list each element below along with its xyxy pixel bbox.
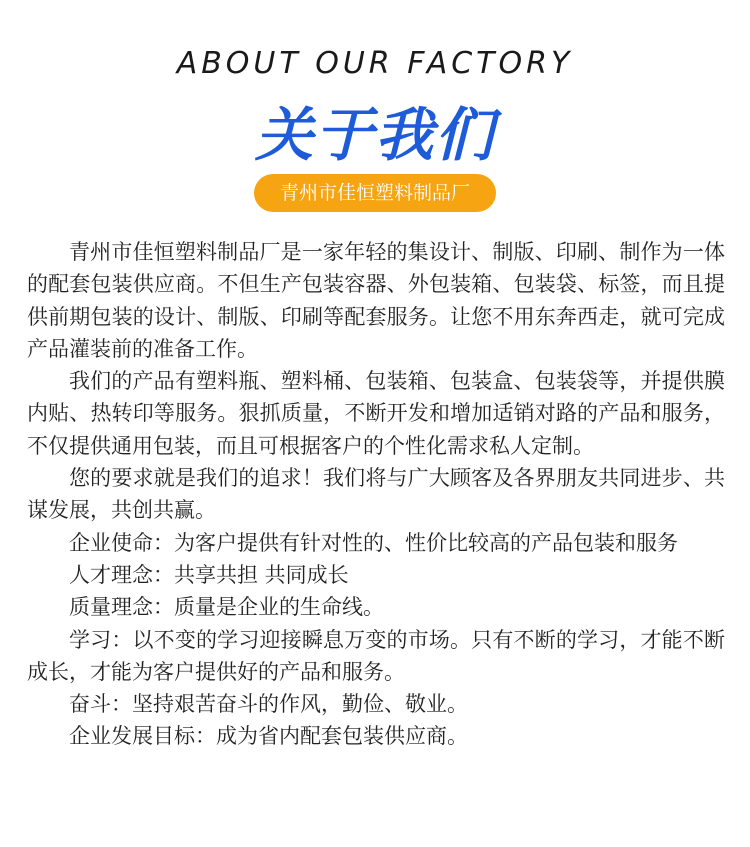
paragraph-goal: 企业发展目标：成为省内配套包装供应商。 — [69, 724, 468, 749]
paragraph-intro: 青州市佳恒塑料制品厂是一家年轻的集设计、制版、印刷、制作为一体的配套包装供应商。不但生产包装容器、外包装箱、包装袋、标签，而且提供前期包装的设计、制版、印刷等配套服务。让您不用东奔西走，就可完成产品灌装前的准备工作。 — [27, 240, 725, 361]
paragraph-products: 我们的产品有塑料瓶、塑料桶、包装箱、包装盒、包装袋等，并提供膜内贴、热转印等服务。狠抓质量，不断开发和增加适销对路的产品和服务，不仅提供通用包装，而且可根据客户的个性化需求私人定制。 — [27, 369, 725, 458]
paragraph-pursuit: 您的要求就是我们的追求！我们将与广大顾客及各界朋友共同进步、共谋发展，共创共赢。 — [27, 466, 725, 523]
paragraph-learning: 学习：以不变的学习迎接瞬息万变的市场。只有不断的学习，才能不断成长，才能为客户提供好的产品和服务。 — [27, 627, 725, 684]
paragraph-talent: 人才理念：共享共担 共同成长 — [69, 562, 349, 587]
about-body — [27, 236, 725, 753]
paragraph-quality: 质量理念：质量是企业的生命线。 — [69, 595, 384, 620]
paragraph-mission: 企业使命：为客户提供有针对性的、性价比较高的产品包装和服务 — [69, 530, 678, 555]
paragraph-striving: 奋斗：坚持艰苦奋斗的作风，勤俭、敬业。 — [69, 692, 468, 717]
chinese-title: 关于我们 — [254, 101, 495, 169]
company-name-badge: 青州市佳恒塑料制品厂 — [254, 174, 496, 212]
english-title: ABOUT OUR FACTORY — [176, 46, 574, 81]
